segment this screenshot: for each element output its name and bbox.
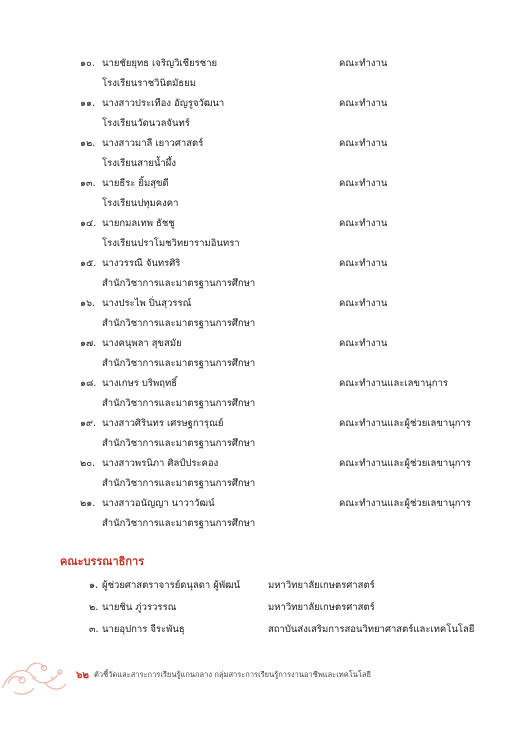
committee-entry	[0, 332, 524, 372]
entry-name: นางสาวประเทือง อัญรูจวัฒนา	[102, 98, 225, 109]
editor-number: ๑.	[89, 580, 99, 591]
entry-name: นางสาวศิรินทร เศรษฐการุณย์	[102, 418, 224, 429]
editor-name: นายชิน ภู่วรวรรณ	[102, 602, 177, 613]
entry-number: ๒๑.	[80, 498, 96, 509]
entry-number: ๑๓.	[80, 178, 96, 189]
committee-entry	[0, 212, 524, 252]
entry-role: คณะทำงาน	[339, 58, 388, 69]
entry-org: สำนักวิชาการและมาตรฐานการศึกษา	[102, 358, 256, 369]
committee-entry	[0, 92, 524, 132]
entry-number: ๑๐.	[80, 58, 95, 69]
committee-entry	[0, 372, 524, 412]
entry-number: ๑๒.	[80, 138, 96, 149]
entry-org: โรงเรียนวัดนวลจันทร์	[102, 118, 190, 129]
editor-affiliation: สถาบันส่งเสริมการสอนวิทยาศาสตร์และเทคโนโลยี	[268, 624, 475, 635]
committee-entry	[0, 452, 524, 492]
entry-org: สำนักวิชาการและมาตรฐานการศึกษา	[102, 478, 256, 489]
entry-role: คณะทำงานและผู้ช่วยเลขานุการ	[339, 418, 471, 429]
editor-affiliation: มหาวิทยาลัยเกษตรศาสตร์	[268, 580, 375, 591]
committee-list	[0, 52, 524, 532]
entry-name: นางสาวมาลี เยาวศาสตร์	[102, 138, 204, 149]
entry-org: สำนักวิชาการและมาตรฐานการศึกษา	[102, 518, 256, 529]
entry-name: นายกมลเทพ ธัชชู	[102, 218, 175, 229]
entry-number: ๑๑.	[80, 98, 96, 109]
entry-role: คณะทำงาน	[339, 218, 388, 229]
entry-org: โรงเรียนปทุมคงคา	[102, 198, 179, 209]
floral-ornament-icon	[0, 648, 70, 698]
entry-role: คณะทำงานและผู้ช่วยเลขานุการ	[339, 458, 471, 469]
entry-org: สำนักวิชาการและมาตรฐานการศึกษา	[102, 278, 256, 289]
entry-number: ๑๙.	[80, 418, 97, 429]
entry-name: นางเกษร บริพฤทธิ์	[102, 378, 178, 389]
entry-role: คณะทำงานและผู้ช่วยเลขานุการ	[339, 498, 471, 509]
entry-number: ๒๐.	[80, 458, 96, 469]
committee-entry	[0, 52, 524, 92]
entry-name: นางคนุพลา สุขสมัย	[102, 338, 182, 349]
entry-name: นายชัยยุทธ เจริญวิเชียรชาย	[102, 58, 218, 69]
editors-list	[0, 574, 524, 640]
entry-role: คณะทำงาน	[339, 258, 388, 269]
entry-number: ๑๘.	[80, 378, 97, 389]
committee-entry	[0, 252, 524, 292]
editor-entry	[0, 596, 524, 618]
committee-entry	[0, 492, 524, 532]
entry-role: คณะทำงาน	[339, 338, 388, 349]
entry-org: สำนักวิชาการและมาตรฐานการศึกษา	[102, 398, 256, 409]
entry-name: นางวรรณี จันทรศิริ	[102, 258, 181, 269]
entry-name: นางสาวพรนิภา ศิลป์ประคอง	[102, 458, 219, 469]
editor-affiliation: มหาวิทยาลัยเกษตรศาสตร์	[268, 602, 375, 613]
entry-name: นางประไพ ปิ่นสุวรรณ์	[102, 298, 192, 309]
editor-entry	[0, 618, 524, 640]
entry-role: คณะทำงาน	[339, 98, 388, 109]
entry-number: ๑๗.	[80, 338, 97, 349]
entry-number: ๑๕.	[80, 258, 97, 269]
committee-entry	[0, 412, 524, 452]
entry-org: โรงเรียนราชวินิตมัธยม	[102, 78, 197, 89]
editor-name: นายอุปการ จีระพันธุ	[102, 624, 185, 635]
entry-role: คณะทำงาน	[339, 138, 388, 149]
entry-number: ๑๖.	[80, 298, 96, 309]
entry-name: นางสาวอนัญญา นาวาวัฒน์	[102, 498, 215, 509]
entry-org: สำนักวิชาการและมาตรฐานการศึกษา	[102, 318, 256, 329]
entry-org: โรงเรียนสายน้ำผึ้ง	[102, 158, 176, 169]
committee-entry	[0, 132, 524, 172]
entry-org: โรงเรียนปราโมชวิทยารามอินทรา	[102, 238, 240, 249]
section-title: คณะบรรณาธิการ	[60, 555, 145, 568]
committee-entry	[0, 292, 524, 332]
entry-number: ๑๔.	[80, 218, 97, 229]
entry-role: คณะทำงานและเลขานุการ	[339, 378, 448, 389]
running-footer: ตัวชี้วัดและสาระการเรียนรู้แกนกลาง กลุ่มสาระการเรียนรู้การงานอาชีพและเทคโนโลยี	[94, 670, 371, 679]
entry-role: คณะทำงาน	[339, 178, 388, 189]
entry-name: นายธีระ ยิ้มสุขดี	[102, 178, 169, 189]
page-number: ๖๒	[76, 670, 89, 681]
entry-role: คณะทำงาน	[339, 298, 388, 309]
editor-entry	[0, 574, 524, 596]
editor-number: ๓.	[89, 624, 99, 635]
committee-entry	[0, 172, 524, 212]
entry-org: สำนักวิชาการและมาตรฐานการศึกษา	[102, 438, 256, 449]
editor-number: ๒.	[89, 602, 99, 613]
editor-name: ผู้ช่วยศาสตราจารย์ดนุลดา ผู้พัฒน์	[102, 580, 241, 591]
